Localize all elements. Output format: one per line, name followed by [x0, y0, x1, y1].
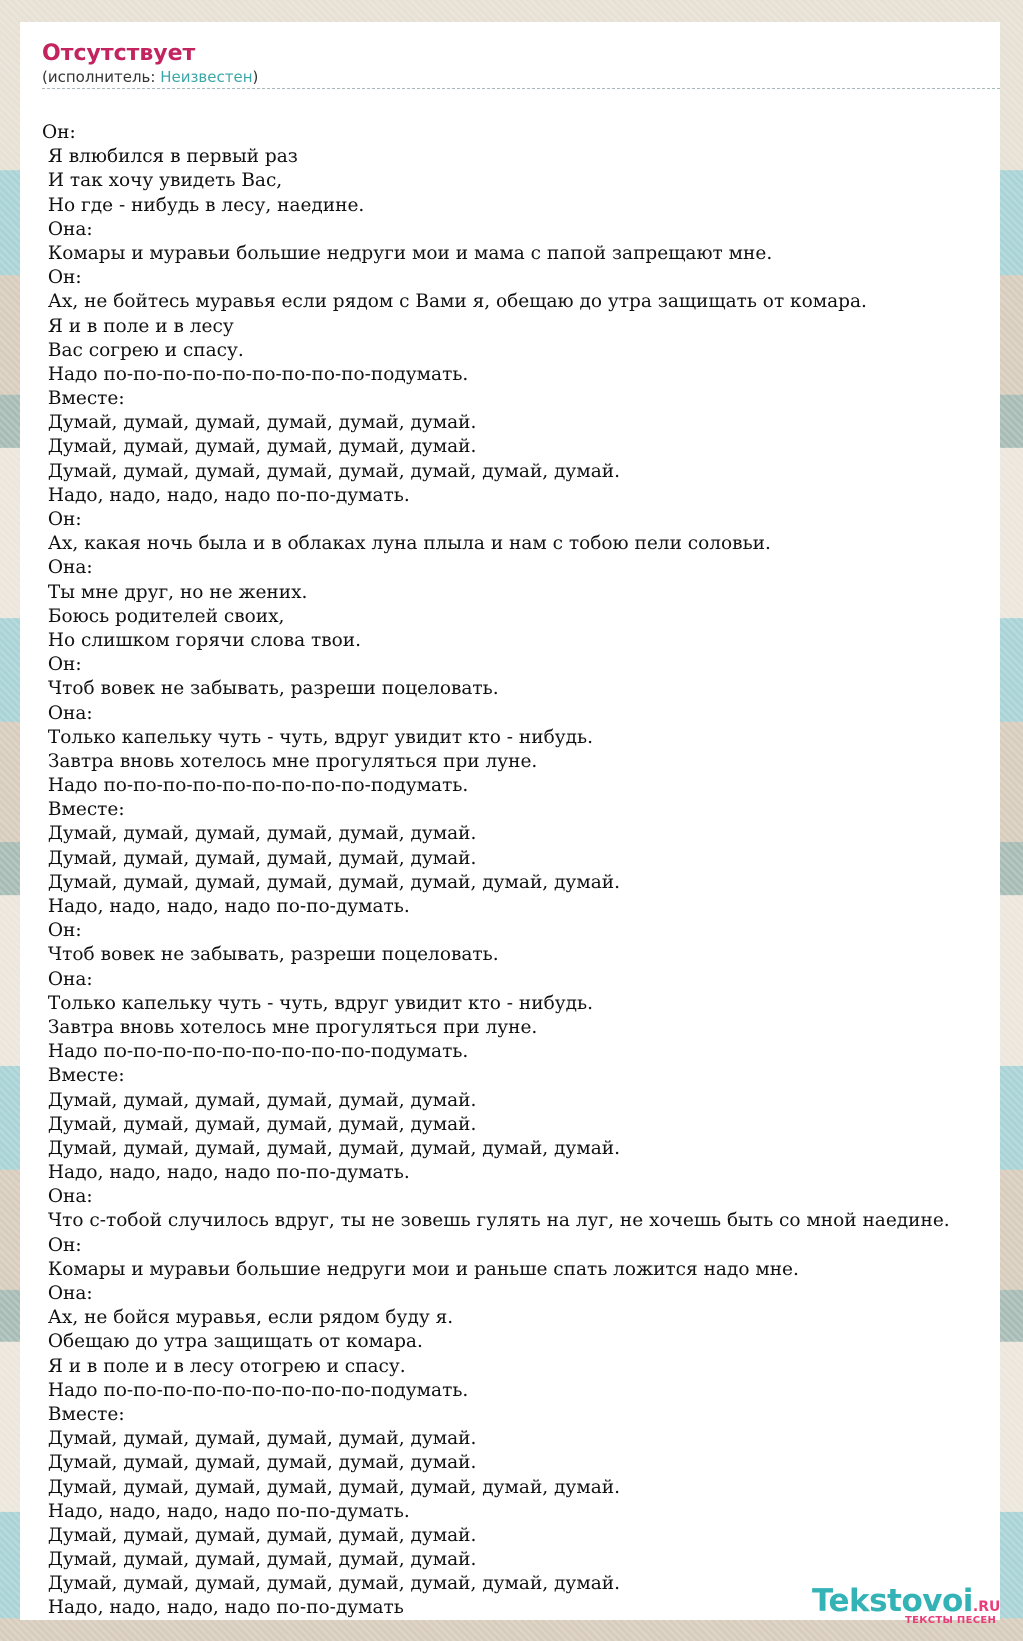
- lyric-line: Обещаю до утра защищать от комара.: [42, 1331, 423, 1353]
- lyric-line: Я и в поле и в лесу отогрею и спасу.: [42, 1355, 406, 1377]
- lyric-line: Вместе:: [42, 388, 125, 410]
- lyric-line: Он:: [42, 654, 82, 676]
- lyric-line: Надо, надо, надо, надо по-по-думать: [42, 1597, 404, 1619]
- lyric-line: Комары и муравьи большие недруги мои и раньше спать ложится надо мне.: [42, 1258, 799, 1280]
- lyric-line: Он:: [42, 267, 82, 289]
- artist-suffix: ): [252, 68, 259, 86]
- lyrics-page: [20, 22, 1001, 1626]
- lyric-line: Но слишком горячи слова твои.: [42, 629, 362, 651]
- lyric-line: Думай, думай, думай, думай, думай, думай.: [42, 1089, 477, 1111]
- lyric-line: Она:: [42, 968, 93, 990]
- lyric-line: Надо, надо, надо, надо по-по-думать.: [42, 1162, 410, 1184]
- lyric-line: Только капельку чуть - чуть, вдруг увидит кто - нибудь.: [42, 992, 593, 1014]
- lyric-line: Думай, думай, думай, думай, думай, думай.: [42, 1524, 477, 1546]
- lyric-line: Думай, думай, думай, думай, думай, думай, думай, думай.: [42, 460, 620, 482]
- lyric-line: Она:: [42, 218, 93, 240]
- lyric-line: Надо по-по-по-по-по-по-по-по-по-подумать.: [42, 1041, 469, 1063]
- artist-line: [42, 68, 1000, 86]
- lyric-line: Ты мне друг, но не жених.: [42, 581, 308, 603]
- lyric-line: Ах, не бойся муравья, если рядом буду я.: [42, 1307, 454, 1329]
- lyric-line: Он:: [42, 509, 82, 530]
- lyric-line: Думай, думай, думай, думай, думай, думай.: [42, 1549, 477, 1571]
- lyric-line: И так хочу увидеть Вас,: [42, 170, 283, 192]
- lyric-line: Завтра вновь хотелось мне прогуляться при луне.: [42, 1016, 538, 1038]
- lyric-line: Боюсь родителей своих,: [42, 605, 285, 627]
- lyric-line: Он:: [42, 122, 76, 143]
- lyric-line: Надо по-по-по-по-по-по-по-по-по-подумать.: [42, 775, 469, 797]
- lyric-line: Вместе:: [42, 1065, 125, 1087]
- lyric-line: Думай, думай, думай, думай, думай, думай, думай, думай.: [42, 1476, 620, 1498]
- lyric-line: Она:: [42, 702, 93, 724]
- song-header: [42, 40, 1000, 89]
- lyric-line: Думай, думай, думай, думай, думай, думай.: [42, 412, 477, 434]
- lyric-line: Думай, думай, думай, думай, думай, думай, думай, думай.: [42, 1137, 620, 1159]
- lyric-line: Думай, думай, думай, думай, думай, думай, думай, думай.: [42, 871, 620, 893]
- lyric-line: Ах, какая ночь была и в облаках луна плыла и нам с тобою пели соловьи.: [42, 533, 771, 555]
- lyric-line: Думай, думай, думай, думай, думай, думай.: [42, 1113, 477, 1135]
- logo-tld: .RU: [972, 1599, 1001, 1615]
- lyric-line: Чтоб вовек не забывать, разреши поцеловать.: [42, 944, 499, 966]
- lyric-line: Чтоб вовек не забывать, разреши поцеловать.: [42, 678, 499, 700]
- lyric-line: Он:: [42, 1234, 82, 1256]
- lyric-line: Я и в поле и в лесу: [42, 315, 234, 337]
- song-title: Отсутствует: [42, 41, 196, 66]
- lyric-line: Надо по-по-по-по-по-по-по-по-по-подумать.: [42, 363, 469, 385]
- lyric-line: Она:: [42, 1186, 93, 1208]
- logo-tagline: ТЕКСТЫ ПЕСЕН: [905, 1615, 997, 1626]
- lyric-line: Завтра вновь хотелось мне прогуляться при луне.: [42, 750, 538, 772]
- lyric-line: Вместе:: [42, 1403, 125, 1425]
- lyric-line: Думай, думай, думай, думай, думай, думай.: [42, 847, 477, 869]
- lyric-line: Что с-тобой случилось вдруг, ты не зовешь гулять на луг, не хочешь быть со мной наедине.: [42, 1210, 950, 1232]
- site-logo[interactable]: [812, 1584, 1022, 1628]
- lyric-line: Надо по-по-по-по-по-по-по-по-по-подумать.: [42, 1379, 469, 1401]
- artist-link[interactable]: Неизвестен: [160, 68, 253, 86]
- lyrics-text: [42, 121, 1023, 1621]
- lyric-line: Думай, думай, думай, думай, думай, думай, думай, думай.: [42, 1573, 620, 1595]
- lyric-line: Думай, думай, думай, думай, думай, думай.: [42, 823, 477, 845]
- lyric-line: Надо, надо, надо, надо по-по-думать.: [42, 1500, 410, 1522]
- lyric-line: Думай, думай, думай, думай, думай, думай.: [42, 1428, 477, 1450]
- lyric-line: Ах, не бойтесь муравья если рядом с Вами я, обещаю до утра защищать от комара.: [42, 291, 867, 313]
- lyric-line: Только капельку чуть - чуть, вдруг увидит кто - нибудь.: [42, 726, 593, 748]
- lyric-line: Он:: [42, 920, 82, 942]
- lyric-line: Она:: [42, 557, 93, 579]
- lyric-line: Я влюбился в первый раз: [42, 146, 298, 168]
- logo-name: Tekstovoi: [812, 1583, 973, 1619]
- lyric-line: Комары и муравьи большие недруги мои и мама с папой запрещают мне.: [42, 242, 773, 264]
- lyric-line: Думай, думай, думай, думай, думай, думай.: [42, 1452, 477, 1474]
- lyric-line: Надо, надо, надо, надо по-по-думать.: [42, 484, 410, 506]
- lyric-line: Думай, думай, думай, думай, думай, думай.: [42, 436, 477, 458]
- lyric-line: Но где - нибудь в лесу, наедине.: [42, 194, 365, 216]
- lyric-line: Вместе:: [42, 799, 125, 821]
- lyric-line: Надо, надо, надо, надо по-по-думать.: [42, 896, 410, 917]
- lyric-line: Вас согрею и спасу.: [42, 339, 244, 361]
- lyric-line: Она:: [42, 1283, 93, 1304]
- artist-prefix: (исполнитель:: [42, 68, 161, 86]
